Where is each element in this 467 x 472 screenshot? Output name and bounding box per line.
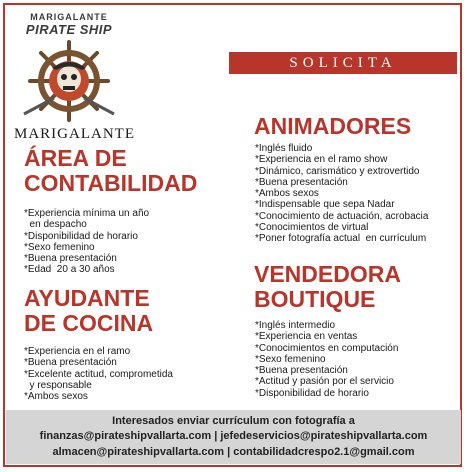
list-item: *Sexo femenino [255, 353, 326, 365]
footer-intro: Interesados enviar currículum con fotografía a [112, 415, 355, 427]
list-item: y responsable [24, 379, 92, 391]
list-item: *Experiencia en ventas [255, 331, 358, 343]
heading-line: DE COCINA [24, 309, 154, 336]
list-item: en despacho [24, 219, 87, 231]
list-item: *Buena presentación [24, 253, 117, 265]
list-item: *Buena presentación [255, 365, 348, 377]
heading-line: CONTABILIDAD [24, 169, 198, 196]
list-boutique [255, 320, 398, 399]
heading-line: VENDEDORA [254, 261, 401, 287]
heading-line: AYUDANTE [24, 285, 150, 311]
list-item: *Poner fotografía actual en currículum [255, 233, 427, 245]
skull-wheel-icon [14, 36, 124, 126]
solicita-banner: SOLICITA [229, 52, 457, 74]
heading-line: ÁREA DE [24, 145, 127, 171]
list-item: *Excelente actitud, comprometida [24, 368, 173, 380]
heading-ayudante-cocina [24, 286, 153, 336]
list-item: *Actitud y pasión por el servicio [255, 376, 394, 388]
list-item: *Indispensable que sepa Nadar [255, 199, 395, 211]
list-contabilidad [24, 208, 149, 276]
list-animadores [255, 143, 428, 245]
list-item: *Dinámico, carismático y extrovertido [255, 165, 420, 177]
brand-big-text: PIRATE SHIP [25, 22, 113, 37]
brand-name: MARIGALANTE [14, 126, 135, 142]
heading-line: BOUTIQUE [254, 285, 376, 312]
list-item: *Buena presentación [24, 357, 117, 369]
list-item: *Conocimientos de virtual [255, 222, 369, 234]
list-item: *Buena presentación [255, 176, 348, 188]
list-item: *Experiencia en el ramo show [255, 154, 388, 166]
list-item: *Conocimiento de actuación, acrobacia [255, 210, 429, 222]
list-item: *Experiencia en el ramo [24, 346, 131, 357]
list-item: *Edad 20 a 30 años [24, 264, 115, 276]
heading-animadores [254, 114, 411, 139]
list-item: *Ambos sexos [24, 391, 88, 403]
list-item: *Ambos sexos [255, 188, 319, 200]
list-item: *Inglés fluido [255, 143, 313, 154]
list-cocina [24, 346, 173, 402]
contact-footer [6, 410, 461, 464]
list-item: *Disponibilidad de horario [24, 230, 138, 242]
footer-emails-2: almacen@pirateshipvallarta.com | contabilidadcrespo2.1@gmail.com [52, 445, 415, 458]
list-item: *Inglés intermedio [255, 320, 336, 331]
heading-area-contabilidad [24, 146, 197, 196]
brand-wordmark [14, 12, 124, 37]
list-item: *Sexo femenino [24, 241, 95, 253]
footer-emails-1: finanzas@pirateshipvallarta.com | jefedeservicios@pirateshipvallarta.com [39, 430, 428, 443]
heading-line: ANIMADORES [254, 113, 412, 139]
list-item: *Experiencia mínima un año [24, 208, 150, 219]
list-item: *Conocimientos en computación [255, 342, 399, 354]
heading-vendedora-boutique [254, 262, 401, 312]
brand-small-text: MARIGALANTE [30, 12, 108, 22]
pirate-ship-logo [14, 8, 135, 143]
list-item: *Disponibilidad de horario [255, 387, 369, 399]
